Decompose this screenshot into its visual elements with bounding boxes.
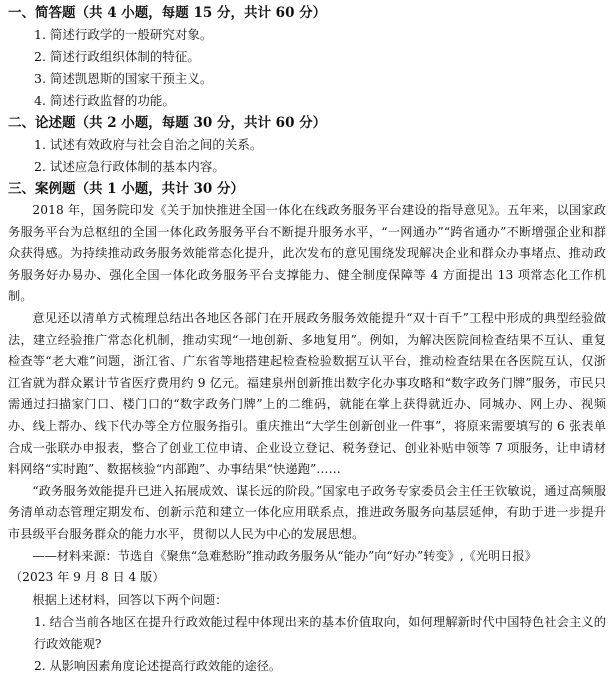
short-answer-question-2: 2. 简述行政组织体制的特征。	[34, 49, 200, 64]
short-answer-question-3: 3. 简述凯恩斯的国家干预主义。	[34, 71, 213, 86]
section-3-title: 三、案例题（共 1 小题，共计 30 分）	[8, 181, 244, 197]
section-1-title: 一、简答题（共 4 小题，每题 15 分，共计 60 分）	[8, 5, 327, 21]
case-paragraph-2: 意见还以清单方式梳理总结出各地区各部门在开展政务服务效能提升“双十百千”工程中形成的典型经验做法，建立经验推广常态化机制，推动实现“一地创新、多地复用”。例如，为解决医院间检查结果不互认、重复检查等“老大难”问题，浙江省、广东省等地搭建起检查检验数据互认平台，推动检查结果在各医院互认，仅浙江省就为群众累计节省医疗费用约 9 亿元。福建泉州创新推出数字化办事攻略和“数字政务门牌”服务，市民只需通过扫描家门口、楼门口的“数字政务门牌”上的二维码，就能在掌上获得就近办、同城办、网上办、视频办、线上帮办、线下代办等全方位服务指引。重庆推出“大学生创新创业一件事”，将原来需要填写的 6 张表单合成一张联办申报表，整合了创业工位申请、企业设立登记、税务登记、创业补贴申领等 7 项服务，让申请材料网络“实时跑”、数据核验“内部跑”、办事结果“快递跑”……	[8, 310, 606, 477]
case-lead-in: 根据上述材料，回答以下两个问题：	[32, 592, 228, 607]
case-question-2: 2. 从影响因素角度论述提高行政效能的途径。	[34, 658, 282, 673]
case-paragraph-1: 2018 年，国务院印发《关于加快推进全国一体化在线政务服务平台建设的指导意见》。五年来，以国家政务服务平台为总枢纽的全国一体化政务服务平台不断提升服务水平，“一网通办”“跨省通办”不断增强企业和群众获得感。为持续推动政务服务效能常态化提升，此次发布的意见围绕发现解决企业和群众办事堵点、推动政务服务好办易办、强化全国一体化政务服务平台支撑能力、健全制度保障等 4 方面提出 13 项常态化工作机制。	[8, 203, 606, 304]
section-2-title: 二、论述题（共 2 小题，每题 30 分，共计 60 分）	[8, 115, 327, 131]
short-answer-question-1: 1. 简述行政学的一般研究对象。	[34, 27, 213, 42]
case-question-1: 1. 结合当前各地区在提升行政效能过程中体现出来的基本价值取向，如何理解新时代中国特色社会主义的行政效能观?	[34, 614, 606, 651]
case-paragraph-3: “政务服务效能提升已进入拓展成效、谋长远的阶段。”国家电子政务专家委员会主任王钦敏说，通过高频服务清单动态管理定期发布、创新示范和建立一体化应用联系点，推进政务服务向基层延伸，有助于进一步提升市县级平台服务群众的能力水平，贯彻以人民为中心的发展思想。	[8, 483, 606, 541]
essay-question-1: 1. 试述有效政府与社会自治之间的关系。	[34, 137, 263, 152]
essay-question-2: 2. 试述应急行政体制的基本内容。	[34, 159, 225, 174]
material-date: （2023 年 9 月 8 日 4 版）	[10, 570, 165, 585]
material-source: ——材料来源：节选自《聚焦“急难愁盼”推动政务服务从“能办”向“好办”转变》,《光明日报》	[32, 548, 537, 563]
short-answer-question-4: 4. 简述行政监督的功能。	[34, 93, 175, 108]
